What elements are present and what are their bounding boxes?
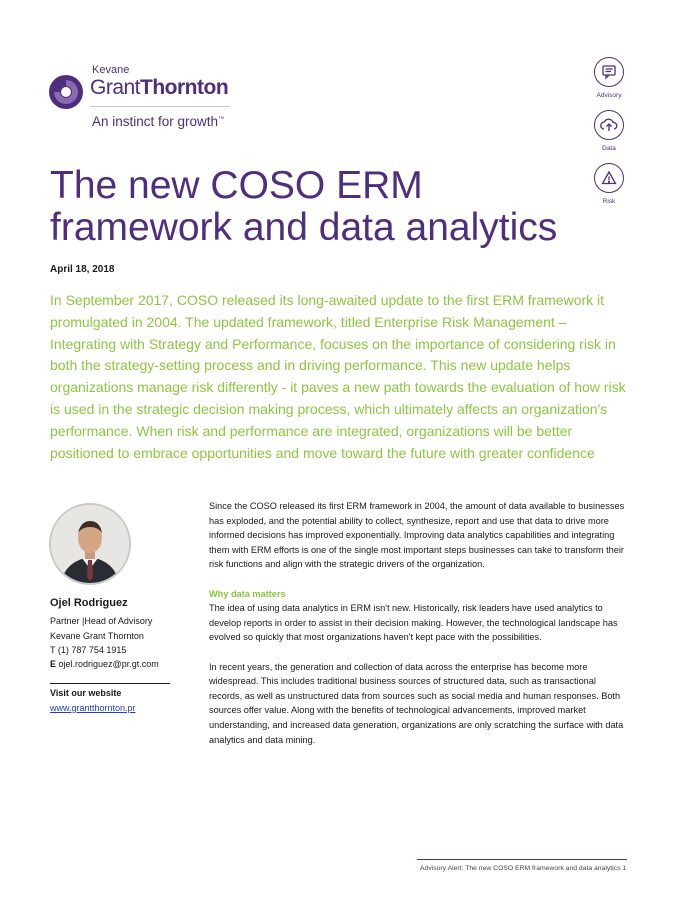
- advisory-label: Advisory: [596, 92, 622, 99]
- data-badge: [594, 110, 624, 152]
- footer-divider: [417, 859, 627, 860]
- contact-company: Kevane Grant Thornton: [50, 631, 144, 641]
- body-paragraph-1: Since the COSO released its first ERM framework in 2004, the amount of data available to businesses has exploded, and the potential ability to collect, synthesize, report and use that data to drive more informed decisions has improved exponentially. Improving data analytics capabilities and integrating them with ERM efforts is one of the single most important steps businesses can take to transform their risk functions and align with the strategic drivers of the organization.: [209, 501, 625, 570]
- author-photo: [49, 503, 131, 585]
- advisory-badge: [594, 57, 624, 99]
- contact-divider: [50, 683, 170, 684]
- page-title: [50, 165, 630, 249]
- logo-tagline: An instinct for growth™: [92, 114, 225, 129]
- body-paragraph-3: In recent years, the generation and collection of data across the enterprise has become more widespread. This includes traditional business sources of structured data, such as transactional records, as well as unstructured data from sources such as social media and human responses. Both sources offer value. Along with the benefits of technological advancements, improved market understanding, and increased data generation, organizations are only scratching the surface with data analytics and data mining.: [209, 661, 624, 745]
- page-footer: [420, 865, 626, 872]
- contact-email[interactable]: ojel.rodriguez@pr.gt.com: [58, 659, 159, 669]
- body-paragraph-2: The idea of using data analytics in ERM isn't new. Historically, risk leaders have used analytics to develop reports in order to assist in their decision making. However, the technological landscape has evolved so quickly that most organizations haven't kept pace with the possibilities.: [209, 603, 618, 643]
- logo-kevane: Kevane: [92, 64, 130, 76]
- email-prefix: E: [50, 659, 57, 669]
- logo-brand: GrantThornton: [90, 76, 229, 99]
- logo-mark-icon: [48, 74, 84, 110]
- intro-paragraph: In September 2017, COSO released its long-awaited update to the first ERM framework it promulgated in 2004. The updated framework, titled Enterprise Risk Management – Integrating with Strategy and Performance, focuses on the importance of considering risk in both the strategy-setting process and in driving performance. This new update helps organizations manage risk differently - it paves a new path towards the evaluation of how risk is used in the strategic decision making process, which ultimately affects an organization's performance. When risk and performance are integrated, organizations will be better positioned to embrace opportunities and move toward the future with greater confidence: [50, 292, 626, 461]
- visit-website-label: Visit our website: [50, 688, 122, 698]
- title-line-2: framework and data analytics: [50, 206, 558, 249]
- advisory-icon: [594, 57, 624, 87]
- body-column: [209, 499, 629, 762]
- logo-divider: [90, 106, 230, 107]
- data-label: Data: [602, 145, 616, 152]
- contact-name: Ojel Rodriguez: [50, 597, 128, 609]
- contact-email-row: [50, 659, 159, 669]
- risk-label: Risk: [602, 198, 616, 205]
- section-heading: Why data matters: [209, 588, 286, 599]
- contact-phone: T (1) 787 754 1915: [50, 645, 127, 655]
- website-link[interactable]: www.grantthornton.pr: [50, 703, 136, 713]
- grant-thornton-logo: [48, 62, 248, 142]
- publish-date: April 18, 2018: [50, 264, 115, 275]
- footer-text: Advisory Alert: The new COSO ERM framework and data analytics: [420, 865, 623, 872]
- title-line-1: The new COSO ERM: [50, 164, 423, 207]
- data-icon: [594, 110, 624, 140]
- page-number: 1: [622, 865, 627, 872]
- contact-role: Partner |Head of Advisory: [50, 616, 153, 626]
